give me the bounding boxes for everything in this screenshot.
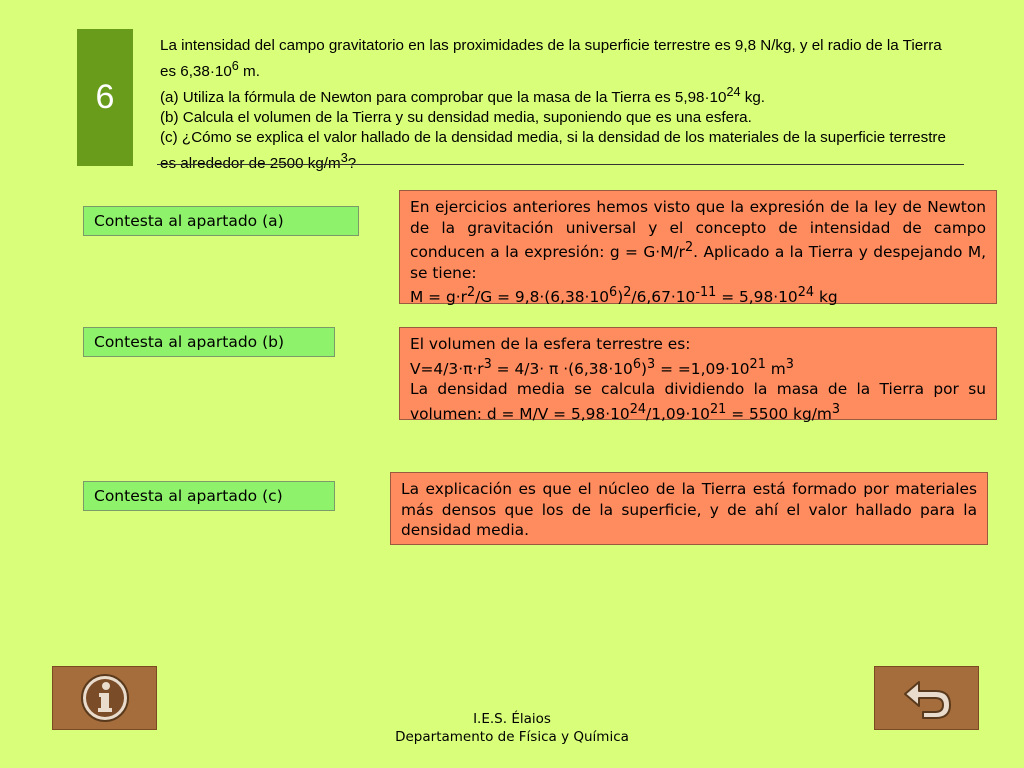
prompt-part-b-button[interactable]	[83, 327, 335, 357]
answer-part-a: En ejercicios anteriores hemos visto que la expresión de la ley de Newton de la gravitación universal y el concepto de intensidad de campo conducen a la expresión: $g = G\cdot M/r^2$. Aplicado a la Tierra y despejando M, se tiene: $M = g\cdot r^2/G = 9,8\cdot(6,38\cdot 10^6)^2/6,67\cdot 10^{-11} = 5,98\cdot 10^{24}$ kg	[399, 190, 997, 304]
title-divider	[157, 164, 964, 165]
prompt-part-c-button[interactable]	[83, 481, 335, 511]
footer-department: Departamento de Física y Química	[395, 729, 629, 745]
answer-a-formula: $M = g\cdot r^2/G = 9,8\cdot(6,38\cdot 10^6)^2/6,67\cdot 10^{-11} = 5,98\cdot 10^{24}$ kg	[410, 285, 838, 307]
question-part-b: (b) Calcula el volumen de la Tierra y su densidad media, suponiendo que es una esfera.	[160, 109, 752, 127]
answer-b-density: La densidad media se calcula dividiendo la masa de la Tierra por su volumen: $d = M/V = 5,98\cdot 10^{24}/1,09\cdot 10^{21} = 5500$ $kg/m^3$	[410, 380, 986, 423]
prompt-part-c-label: Contesta al apartado (c)	[94, 487, 283, 505]
prompt-part-b-label: Contesta al apartado (b)	[94, 333, 285, 351]
answer-b-volume-formula: $V=4/3\cdot\pi\cdot r^3 = 4/3\cdot \pi \cdot(6,38\cdot 10^6)^3 = =1,09\cdot 10^{21}$ $m^3$	[410, 356, 794, 378]
exercise-number-badge	[77, 29, 133, 166]
exercise-number: 6	[95, 78, 115, 116]
return-button[interactable]	[874, 666, 979, 730]
prompt-part-a-button[interactable]	[83, 206, 359, 236]
footer-school: I.E.S. Élaios	[473, 711, 551, 727]
question-part-c: (c) ¿Cómo se explica el valor hallado de la densidad media, si la densidad de los materiales de la superficie terrestre es alrededor de 2500 $kg/m^3$?	[160, 129, 946, 173]
footer	[312, 710, 712, 746]
question-text	[160, 36, 960, 174]
answer-b-line-1: El volumen de la esfera terrestre es:	[410, 335, 691, 353]
answer-part-c: La explicación es que el núcleo de la Tierra está formado por materiales más densos que los de la superficie, y de ahí el valor hallado para la densidad media.	[390, 472, 988, 545]
prompt-part-a-label: Contesta al apartado (a)	[94, 212, 284, 230]
question-intro: La intensidad del campo gravitatorio en las proximidades de la superficie terrestre es 9,8 N/kg, y el radio de la Tierra es $6,38\cdot 10^6$ m.	[160, 37, 942, 81]
info-button[interactable]	[52, 666, 157, 730]
question-part-a: (a) Utiliza la fórmula de Newton para comprobar que la masa de la Tierra es $5,98\cdot 10^{24}$ kg.	[160, 85, 765, 107]
answer-part-b	[399, 327, 997, 423]
info-icon	[80, 673, 130, 723]
return-arrow-icon	[899, 674, 955, 722]
